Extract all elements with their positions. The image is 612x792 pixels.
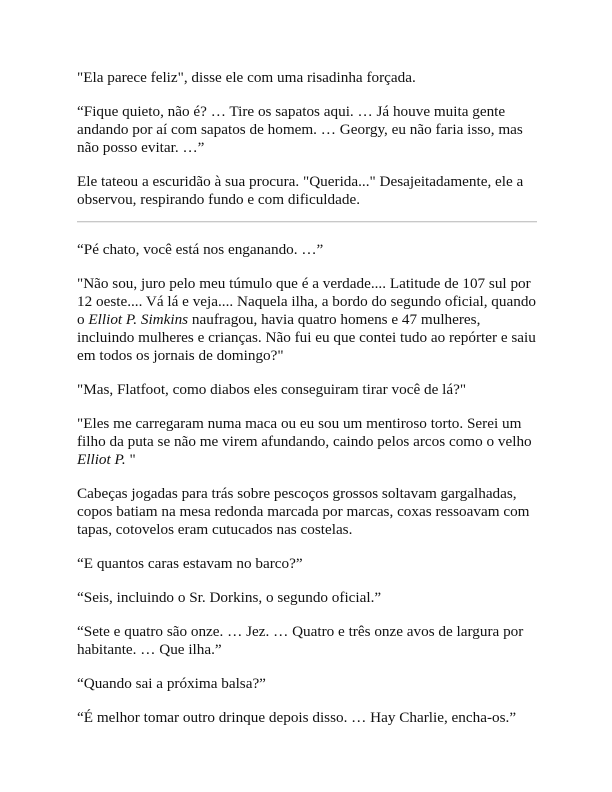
paragraph: Cabeças jogadas para trás sobre pescoços grossos soltavam gargalhadas, copos batiam na mesa redonda marcada por marcas, coxas ressoavam com tapas, cotovelos eram cutucados nas costelas.	[77, 485, 530, 538]
paragraph: “E quantos caras estavam no barco?”	[77, 555, 303, 572]
paragraph: "Ela parece feliz", disse ele com uma risadinha forçada.	[77, 69, 416, 86]
paragraph: “Seis, incluindo o Sr. Dorkins, o segundo oficial.”	[77, 589, 382, 606]
text-run: naufragou, havia quatro homens e 47 mulheres, incluindo mulheres e crianças. Não fui eu que contei tudo ao repórter e saiu em todos os jornais de domingo?"	[77, 311, 536, 364]
ship-name-italic: Elliot P. Simkins	[88, 311, 189, 328]
paragraph: “É melhor tomar outro drinque depois disso. … Hay Charlie, encha-os.”	[77, 709, 517, 726]
paragraph: "Mas, Flatfoot, como diabos eles conseguiram tirar você de lá?"	[77, 381, 467, 398]
paragraph	[77, 415, 537, 469]
ship-name-italic: Elliot P.	[77, 451, 126, 468]
document-body	[77, 69, 537, 743]
paragraph: “Pé chato, você está nos enganando. …”	[77, 241, 324, 258]
paragraph: “Sete e quatro são onze. … Jez. … Quatro e três onze avos de largura por habitante. … Que ilha.”	[77, 623, 524, 658]
paragraph: Ele tateou a escuridão à sua procura. "Querida..." Desajeitadamente, ele a observou, respirando fundo e com dificuldade.	[77, 173, 524, 208]
paragraph	[77, 275, 537, 365]
text-run: "	[125, 451, 136, 468]
section-divider	[77, 221, 537, 223]
text-run: "Eles me carregaram numa maca ou eu sou um mentiroso torto. Serei um filho da puta se não me virem afundando, caindo pelos arcos como o velho	[77, 415, 532, 450]
paragraph: “Fique quieto, não é? … Tire os sapatos aqui. … Já houve muita gente andando por aí com sapatos de homem. … Georgy, eu não faria isso, mas não posso evitar. …”	[77, 103, 523, 156]
text-run: "Não sou, juro pelo meu túmulo que é a verdade.... Latitude de 107 sul por 12 oeste.... Vá lá e veja.... Naquela ilha, a bordo do segundo oficial, quando o	[77, 275, 537, 328]
paragraph: “Quando sai a próxima balsa?”	[77, 675, 266, 692]
